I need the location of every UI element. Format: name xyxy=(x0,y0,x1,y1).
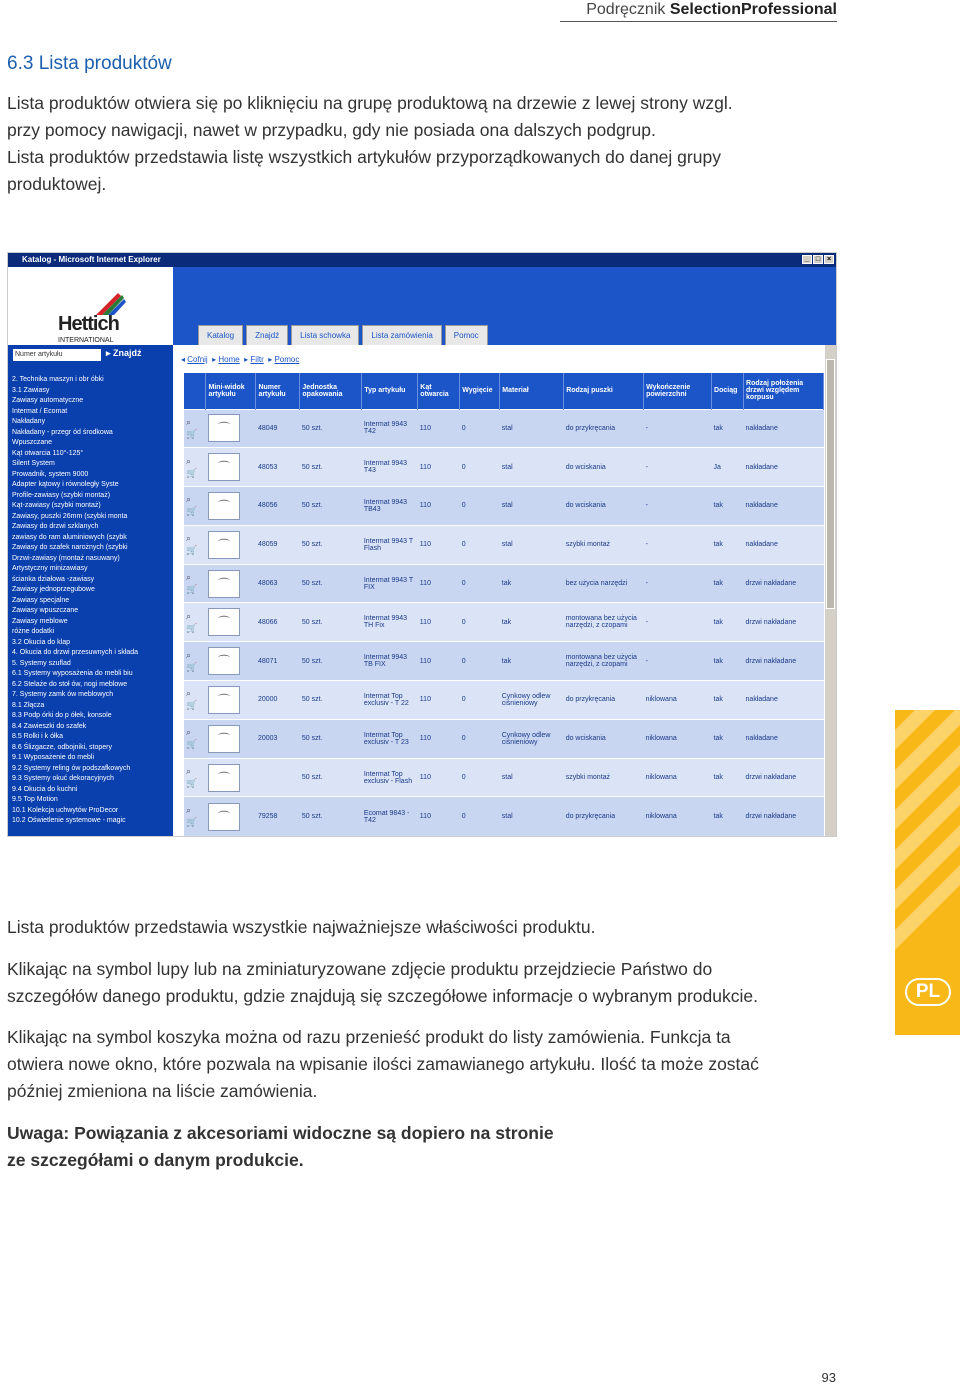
language-badge: PL xyxy=(905,978,951,1006)
paragraph-line: szczegółów danego produktu, gdzie znajdują się szczegółowe informacje o wybranym produkcie. xyxy=(7,986,758,1006)
section-title: 6.3 Lista produktów xyxy=(7,53,172,74)
table-cell: 48071 xyxy=(256,642,300,681)
intro-line: Lista produktów przedstawia listę wszystkich artykułów przyporządkowanych do danej grupy xyxy=(7,147,721,167)
table-cell: tak xyxy=(712,681,744,720)
tree-item[interactable]: Silent System xyxy=(12,460,55,467)
table-row xyxy=(184,719,824,758)
logo-area xyxy=(8,267,173,345)
tree-item[interactable]: Kąt otwarcia 110°-125° xyxy=(12,449,84,457)
nav-help-link[interactable]: Pomoc xyxy=(274,355,300,364)
tree-item[interactable]: 8.5 Rolki i k ółka xyxy=(12,733,63,740)
intro-line: Lista produktów otwiera się po kliknięciu na grupę produktową na drzewie z lewej strony wzgl. xyxy=(7,93,733,113)
tree-item[interactable]: Zawiasy jednoprzegubowe xyxy=(12,586,95,593)
tree-item[interactable]: Zawiasy specjalne xyxy=(12,596,70,604)
product-grid xyxy=(184,373,824,837)
table-cell: Intermat 9943 TB43 xyxy=(362,487,418,526)
note-line: Uwaga: Powiązania z akcesoriami widoczne są dopiero na stronie xyxy=(7,1123,554,1143)
table-cell: 0 xyxy=(460,525,500,564)
tree-item[interactable]: 3.2 Okucia do klap xyxy=(12,638,70,646)
table-cell: szybki montaż xyxy=(564,758,644,797)
magnifier-icon[interactable]: ⌕ xyxy=(186,455,192,466)
magnifier-icon[interactable]: ⌕ xyxy=(186,494,192,505)
table-cell: 48056 xyxy=(256,487,300,526)
running-header xyxy=(565,0,837,20)
tree-item[interactable]: 9.4 Okucia do kuchni xyxy=(12,785,78,793)
cart-icon[interactable]: 🛒 xyxy=(186,622,198,633)
table-cell: nakładane xyxy=(744,681,824,720)
table-cell: 110 xyxy=(418,797,460,836)
table-cell: stal xyxy=(500,758,564,797)
product-thumbnail-icon[interactable]: ⌒ xyxy=(208,531,240,559)
column-header[interactable]: Dociąg xyxy=(712,373,744,409)
cart-icon[interactable]: 🛒 xyxy=(186,661,198,672)
table-cell: tak xyxy=(712,409,744,448)
table-cell: 20000 xyxy=(256,681,300,720)
cart-icon[interactable]: 🛒 xyxy=(186,545,198,556)
table-cell: do wciskania xyxy=(564,487,644,526)
table-cell: - xyxy=(644,487,712,526)
table-cell: 0 xyxy=(460,797,500,836)
table-cell: tak xyxy=(712,603,744,642)
row-actions xyxy=(184,681,206,720)
tree-item[interactable]: Zawiasy automatyczne xyxy=(12,397,84,404)
tree-item[interactable]: Adapter kątowy i równoległy Syste xyxy=(12,481,119,488)
table-cell: nakładane xyxy=(744,719,824,758)
table-row xyxy=(184,758,824,797)
thumbnail-cell xyxy=(206,409,256,448)
tree-item[interactable]: 7. Systemy zamk ów meblowych xyxy=(12,691,114,698)
thumbnail-cell xyxy=(206,681,256,720)
table-cell: - xyxy=(644,603,712,642)
table-cell: 110 xyxy=(418,681,460,720)
magnifier-icon[interactable]: ⌕ xyxy=(186,766,192,777)
table-cell: do przykręcania xyxy=(564,409,644,448)
product-thumbnail-icon[interactable]: ⌒ xyxy=(208,764,240,792)
intro-paragraph xyxy=(7,90,837,198)
row-actions xyxy=(184,525,206,564)
table-cell: 110 xyxy=(418,642,460,681)
table-cell: niklowana xyxy=(644,758,712,797)
table-cell: 50 szt. xyxy=(300,758,362,797)
tree-item[interactable]: 9.5 Top Motion xyxy=(12,796,58,803)
table-cell: niklowana xyxy=(644,797,712,836)
table-cell: nakładane xyxy=(744,448,824,487)
tab-katalog[interactable]: Katalog xyxy=(198,325,243,345)
paragraph-line: Klikając na symbol lupy lub na zminiaturyzowane zdjęcie produktu przejdziecie Państwo do xyxy=(7,959,713,979)
table-cell: 110 xyxy=(418,603,460,642)
tree-item[interactable]: 2. Technika maszyn i obr óbki xyxy=(12,376,104,383)
tree-item[interactable]: 10.2 Oświetlenie systemowe - magic xyxy=(12,817,126,824)
table-row xyxy=(184,487,824,526)
nav-home-link[interactable]: Home xyxy=(218,355,240,364)
thumbnail-cell xyxy=(206,758,256,797)
minimize-icon[interactable]: _ xyxy=(802,255,812,264)
row-actions xyxy=(184,642,206,681)
tree-item[interactable]: Nakładany xyxy=(12,418,46,425)
table-cell: 110 xyxy=(418,409,460,448)
table-cell: 79258 xyxy=(256,797,300,836)
product-table xyxy=(184,373,824,836)
table-cell: nakładane xyxy=(744,487,824,526)
table-cell: do przykręcania xyxy=(564,797,644,836)
tab-pomoc[interactable]: Pomoc xyxy=(445,325,488,345)
table-cell: Ja xyxy=(712,448,744,487)
table-row xyxy=(184,409,824,448)
table-cell: tak xyxy=(712,758,744,797)
table-cell: 50 szt. xyxy=(300,681,362,720)
row-actions xyxy=(184,797,206,836)
thumbnail-cell xyxy=(206,564,256,603)
row-actions xyxy=(184,448,206,487)
table-cell: tak xyxy=(500,603,564,642)
table-cell: Cynkowy odlew ciśnieniowy xyxy=(500,681,564,720)
tree-item[interactable]: 6.2 Stelaże do stoł ów, nogi meblowe xyxy=(12,680,128,688)
table-cell: drzwi nakładane xyxy=(744,642,824,681)
search-button-label: Znajdź xyxy=(113,348,142,358)
cart-icon[interactable]: 🛒 xyxy=(186,584,198,595)
nav-filter-link[interactable]: Filtr xyxy=(250,355,264,364)
table-cell: 0 xyxy=(460,564,500,603)
search-input[interactable]: Numer artykułu xyxy=(13,349,101,361)
table-cell: Intermat Top exclusiv - Flash xyxy=(362,758,418,797)
product-thumbnail-icon[interactable]: ⌒ xyxy=(208,570,240,598)
table-cell xyxy=(256,758,300,797)
cart-icon[interactable]: 🛒 xyxy=(186,817,198,828)
tree-item[interactable]: 10.1 Kolekcja uchwytów ProDecor xyxy=(12,806,119,814)
tab-bar xyxy=(198,325,488,345)
tree-item[interactable]: 5. Systemy szuflad xyxy=(12,659,71,667)
thumbnail-cell xyxy=(206,797,256,836)
tree-item[interactable]: Artystyczny minizawiasy xyxy=(12,565,88,572)
paragraph-line: otwiera nowe okno, które pozwala na wpisanie ilości zamawianego artykułu. Ilość ta może zostać xyxy=(7,1054,759,1074)
table-cell: stal xyxy=(500,448,564,487)
header-rule xyxy=(560,21,837,22)
column-header[interactable]: Rodzaj położenia drzwi względem korpusu xyxy=(744,373,824,409)
table-cell: stal xyxy=(500,525,564,564)
paragraph-line: później zmieniona na liście zamówienia. xyxy=(7,1081,318,1101)
paragraph-line: Klikając na symbol koszyka można od razu przenieść produkt do listy zamówienia. Funkcja ta xyxy=(7,1027,731,1047)
column-header[interactable]: Kąt otwarcia xyxy=(418,373,460,409)
tree-item[interactable]: 3.1 Zawiasy xyxy=(12,386,50,394)
table-cell: 0 xyxy=(460,719,500,758)
table-cell: 0 xyxy=(460,487,500,526)
tree-item[interactable]: Nakładany - przegr ód środkowa xyxy=(12,428,113,436)
table-cell: 20003 xyxy=(256,719,300,758)
table-header-row xyxy=(184,373,824,409)
cart-icon[interactable]: 🛒 xyxy=(186,700,198,711)
magnifier-icon[interactable]: ⌕ xyxy=(186,416,192,427)
cart-icon[interactable]: 🛒 xyxy=(186,778,198,789)
table-cell: Intermat 9943 T Flash xyxy=(362,525,418,564)
table-cell: bez użycia narzędzi xyxy=(564,564,644,603)
table-cell: montowana bez użycia narzędzi, z czopami xyxy=(564,603,644,642)
row-actions xyxy=(184,719,206,758)
table-cell: tak xyxy=(712,564,744,603)
table-cell: - xyxy=(644,642,712,681)
tree-item[interactable]: 9.2 Systemy reling ów podszafkowych xyxy=(12,764,131,772)
tree-item[interactable]: 9.1 Wyposażenie do mebli xyxy=(12,754,95,761)
table-cell: 50 szt. xyxy=(300,642,362,681)
tree-item[interactable]: Intermat / Ecomat xyxy=(12,407,68,415)
nav-back-link[interactable]: Cofnij xyxy=(187,355,208,364)
tree-item[interactable]: Kąt-zawiasy (szybki montaż) xyxy=(12,502,101,509)
table-cell: montowana bez użycia narzędzi, z czopami xyxy=(564,642,644,681)
tree-item[interactable]: 9.3 Systemy okuć dekoracyjnych xyxy=(12,775,114,782)
logo-sub: INTERNATIONAL xyxy=(58,337,114,344)
column-header[interactable]: Wykończenie powierzchni xyxy=(644,373,712,409)
table-cell: stal xyxy=(500,797,564,836)
nav-bar xyxy=(173,345,836,373)
table-cell: tak xyxy=(500,642,564,681)
logo-name: Hettich xyxy=(58,313,119,335)
browser-screenshot xyxy=(7,252,837,837)
column-header[interactable] xyxy=(184,373,206,409)
tree-pane xyxy=(8,345,173,837)
thumbnail-cell xyxy=(206,525,256,564)
table-cell: Cynkowy odlew ciśnieniowy xyxy=(500,719,564,758)
table-cell: 50 szt. xyxy=(300,409,362,448)
row-actions xyxy=(184,487,206,526)
table-row xyxy=(184,525,824,564)
table-cell: 50 szt. xyxy=(300,487,362,526)
tab-lista-zamowienia[interactable]: Lista zamówienia xyxy=(362,325,441,345)
paragraph-details xyxy=(7,956,837,1010)
table-cell: 50 szt. xyxy=(300,603,362,642)
table-cell: Intermat 9943 TB FIX xyxy=(362,642,418,681)
table-cell: do wciskania xyxy=(564,448,644,487)
cart-icon[interactable]: 🛒 xyxy=(186,506,198,517)
table-cell: 48066 xyxy=(256,603,300,642)
tree-item[interactable]: Zawiasy, puszki 26mm (szybki monta xyxy=(12,512,128,520)
table-cell: 110 xyxy=(418,758,460,797)
table-cell: Intermat 9943 T42 xyxy=(362,409,418,448)
tree-item[interactable]: 4. Okucia do drzwi przesuwnych i składa xyxy=(12,649,139,656)
table-cell: 48063 xyxy=(256,564,300,603)
table-cell: 0 xyxy=(460,409,500,448)
row-actions xyxy=(184,564,206,603)
column-header[interactable]: Mini-widok artykułu xyxy=(206,373,256,409)
table-cell: - xyxy=(644,525,712,564)
table-cell: 48053 xyxy=(256,448,300,487)
tree-item[interactable]: 8.1 Złącza xyxy=(12,701,45,709)
product-thumbnail-icon[interactable]: ⌒ xyxy=(208,414,240,442)
table-cell: - xyxy=(644,448,712,487)
table-cell: 0 xyxy=(460,642,500,681)
tree-item[interactable]: 8.4 Zawieszki do szafek xyxy=(12,722,87,730)
table-cell: 50 szt. xyxy=(300,564,362,603)
table-cell: 0 xyxy=(460,681,500,720)
table-cell: 0 xyxy=(460,758,500,797)
product-thumbnail-icon[interactable]: ⌒ xyxy=(208,725,240,753)
table-row xyxy=(184,681,824,720)
column-header[interactable]: Numer artykułu xyxy=(256,373,300,409)
thumbnail-cell xyxy=(206,642,256,681)
window-controls xyxy=(802,255,834,264)
column-header[interactable]: Rodzaj puszki xyxy=(564,373,644,409)
product-tree xyxy=(12,375,172,827)
magnifier-icon[interactable]: ⌕ xyxy=(186,572,192,583)
table-row xyxy=(184,603,824,642)
table-cell: drzwi nakładane xyxy=(744,603,824,642)
magnifier-icon[interactable]: ⌕ xyxy=(186,688,192,699)
intro-line: produktowej. xyxy=(7,174,107,194)
thumbnail-cell xyxy=(206,487,256,526)
cart-icon[interactable]: 🛒 xyxy=(186,739,198,750)
table-cell: 110 xyxy=(418,525,460,564)
table-cell: 48049 xyxy=(256,409,300,448)
tree-item[interactable]: Profile-zawiasy (szybki montaż) xyxy=(12,491,111,499)
table-cell: - xyxy=(644,409,712,448)
table-cell: 50 szt. xyxy=(300,719,362,758)
table-cell: 50 szt. xyxy=(300,525,362,564)
header-brand: SelectionProfessional xyxy=(669,1,837,18)
magnifier-icon[interactable]: ⌕ xyxy=(186,649,192,660)
table-cell: 110 xyxy=(418,719,460,758)
table-cell: Intermat Top exclusiv - T 22 xyxy=(362,681,418,720)
table-cell: 110 xyxy=(418,487,460,526)
logo-stripes-icon xyxy=(96,289,126,315)
product-thumbnail-icon[interactable]: ⌒ xyxy=(208,492,240,520)
window-title: Katalog - Microsoft Internet Explorer xyxy=(22,255,161,264)
table-cell: tak xyxy=(500,564,564,603)
window-titlebar xyxy=(8,253,836,267)
product-thumbnail-icon[interactable]: ⌒ xyxy=(208,608,240,636)
table-row xyxy=(184,564,824,603)
product-thumbnail-icon[interactable]: ⌒ xyxy=(208,803,240,831)
table-cell: - xyxy=(644,564,712,603)
magnifier-icon[interactable]: ⌕ xyxy=(186,533,192,544)
table-cell: nakładane xyxy=(744,525,824,564)
paragraph-cart xyxy=(7,1024,837,1105)
tree-item[interactable]: Zawiasy do drzwi szklanych xyxy=(12,523,99,530)
magnifier-icon[interactable]: ⌕ xyxy=(186,727,192,738)
table-cell: stal xyxy=(500,487,564,526)
product-thumbnail-icon[interactable]: ⌒ xyxy=(208,686,240,714)
nav-links: ◂ Cofnij ▸ Home ▸ Filtr ▸ Pomoc xyxy=(181,355,300,364)
tree-item[interactable]: Zawiasy do szafek narożnych (szybki xyxy=(12,544,128,551)
cart-icon[interactable]: 🛒 xyxy=(186,428,198,439)
magnifier-icon[interactable]: ⌕ xyxy=(186,805,192,816)
maximize-icon[interactable]: □ xyxy=(813,255,823,264)
product-thumbnail-icon[interactable]: ⌒ xyxy=(208,453,240,481)
table-cell: nakładane xyxy=(744,409,824,448)
table-row xyxy=(184,642,824,681)
table-cell: 110 xyxy=(418,564,460,603)
search-button[interactable]: ▸ Znajdź xyxy=(106,348,142,358)
column-header[interactable]: Wygięcie xyxy=(460,373,500,409)
magnifier-icon[interactable]: ⌕ xyxy=(186,610,192,621)
note-paragraph xyxy=(7,1120,837,1174)
thumbnail-cell xyxy=(206,603,256,642)
table-cell: niklowana xyxy=(644,719,712,758)
table-cell: 50 szt. xyxy=(300,448,362,487)
column-header[interactable]: Jednostka opakowania xyxy=(300,373,362,409)
table-cell: 48059 xyxy=(256,525,300,564)
tree-item[interactable]: 6.1 Systemy wyposażenia do mebli biu xyxy=(12,670,133,677)
note-line: ze szczegółami o danym produkcie. xyxy=(7,1150,304,1170)
table-cell: tak xyxy=(712,719,744,758)
table-cell: do przykręcania xyxy=(564,681,644,720)
tab-znajdz[interactable]: Znajdź xyxy=(246,325,288,345)
tree-item[interactable]: 8.3 Podp órki do p ółek, konsole xyxy=(12,712,112,719)
header-prefix: Podręcznik xyxy=(586,1,666,18)
row-actions xyxy=(184,603,206,642)
column-header[interactable]: Materiał xyxy=(500,373,564,409)
table-cell: tak xyxy=(712,525,744,564)
tree-item[interactable]: zawiasy do ram aluminiowych (szybk xyxy=(12,533,127,541)
scrollbar[interactable] xyxy=(825,345,836,837)
page-number: 93 xyxy=(821,1370,836,1385)
table-cell: drzwi nakładane xyxy=(744,797,824,836)
table-cell: do wciskania xyxy=(564,719,644,758)
table-cell: Intermat Top exclusiv - T 23 xyxy=(362,719,418,758)
caption: Lista produktów przedstawia wszystkie najważniejsze właściwości produktu. xyxy=(7,917,596,937)
tree-item[interactable]: 8.6 Ślizgacze, odbojniki, stopery xyxy=(12,743,112,751)
row-actions xyxy=(184,409,206,448)
tree-item[interactable]: Zawiasy meblowe xyxy=(12,617,68,625)
table-cell: niklowana xyxy=(644,681,712,720)
table-cell: 50 szt. xyxy=(300,797,362,836)
table-cell: drzwi nakładane xyxy=(744,758,824,797)
cart-icon[interactable]: 🛒 xyxy=(186,467,198,478)
table-cell: 0 xyxy=(460,448,500,487)
table-row xyxy=(184,797,824,836)
thumbnail-cell xyxy=(206,448,256,487)
table-cell: tak xyxy=(712,642,744,681)
table-cell: 110 xyxy=(418,448,460,487)
table-cell: Intermat 9943 T FIX xyxy=(362,564,418,603)
tab-lista-schowka[interactable]: Lista schowka xyxy=(291,325,359,345)
tree-item[interactable]: Wpuszczane xyxy=(12,439,53,446)
table-cell: tak xyxy=(712,797,744,836)
table-cell: szybki montaż xyxy=(564,525,644,564)
table-cell: 0 xyxy=(460,603,500,642)
scrollbar-thumb[interactable] xyxy=(826,359,835,609)
table-cell: Intermat 9943 T43 xyxy=(362,448,418,487)
table-cell: Ecomat 9843 - T42 xyxy=(362,797,418,836)
column-header[interactable]: Typ artykułu xyxy=(362,373,418,409)
row-actions xyxy=(184,758,206,797)
tree-item[interactable]: Zawiasy wpuszczane xyxy=(12,607,79,614)
table-row xyxy=(184,448,824,487)
table-cell: drzwi nakładane xyxy=(744,564,824,603)
product-thumbnail-icon[interactable]: ⌒ xyxy=(208,647,240,675)
tree-item[interactable]: Drzwi-zawiasy (montaż nasuwany) xyxy=(12,554,120,562)
tree-item[interactable]: różne dodatki xyxy=(12,628,55,635)
thumbnail-cell xyxy=(206,719,256,758)
tree-item[interactable]: Prowadnik, system 9000 xyxy=(12,470,89,478)
tree-item[interactable]: ścianka działowa -zawiasy xyxy=(12,575,95,583)
table-cell: tak xyxy=(712,487,744,526)
table-cell: Intermat 9943 TH Fix xyxy=(362,603,418,642)
table-cell: stal xyxy=(500,409,564,448)
intro-line: przy pomocy nawigacji, nawet w przypadku, gdy nie posiada ona dalszych podgrup. xyxy=(7,120,656,140)
close-icon[interactable]: × xyxy=(824,255,834,264)
